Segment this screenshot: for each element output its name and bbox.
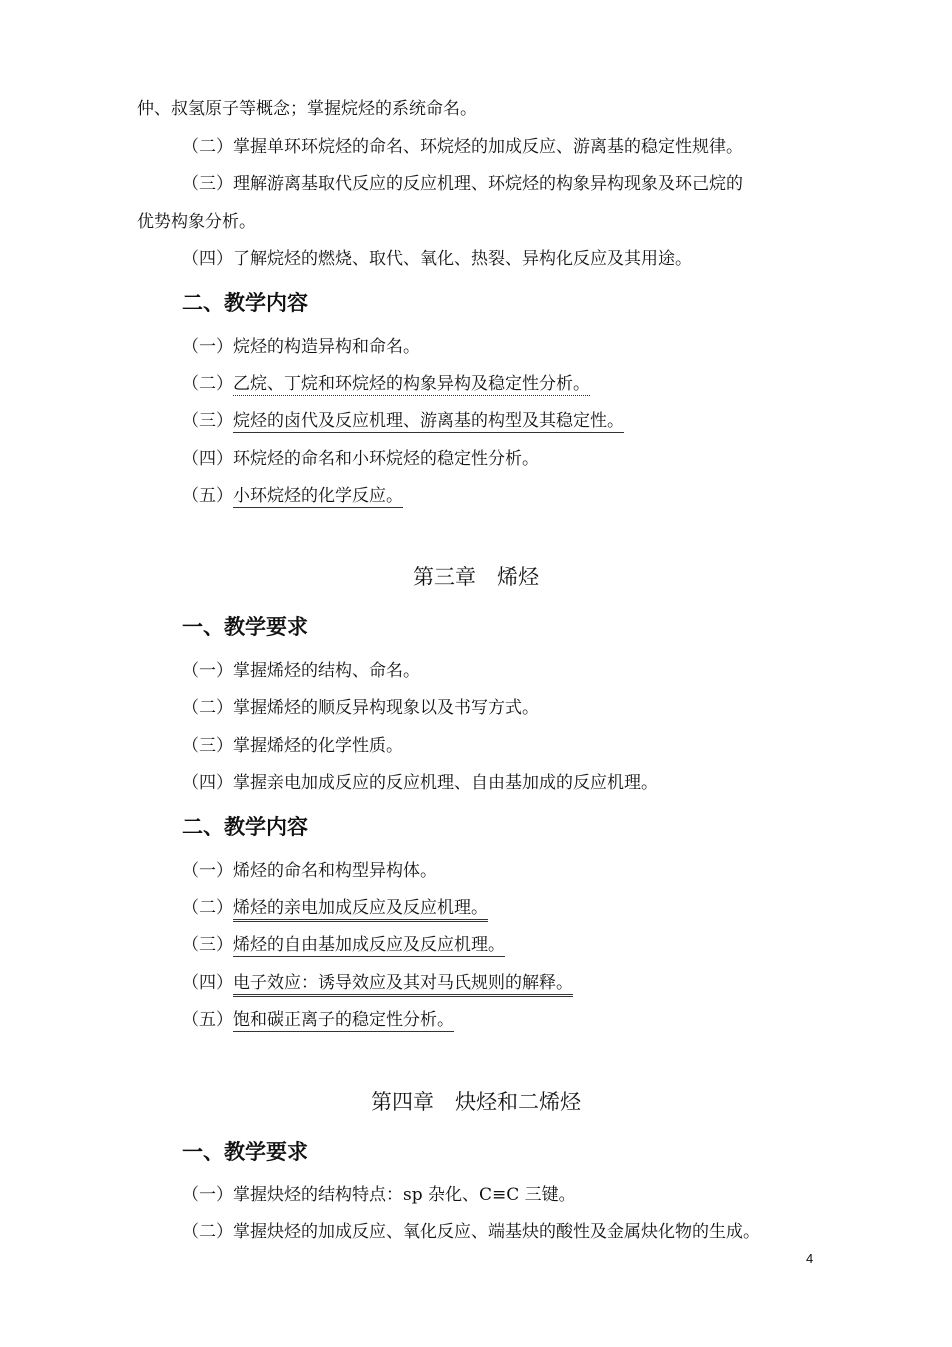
list-item bbox=[182, 373, 590, 395]
item-prefix: （三） bbox=[182, 935, 233, 955]
list-item: （四）环烷烃的命名和小环烷烃的稳定性分析。 bbox=[182, 449, 539, 469]
list-item: （四）掌握亲电加成反应的反应机理、自由基加成的反应机理。 bbox=[182, 773, 658, 793]
section-heading: 二、教学内容 bbox=[182, 291, 308, 315]
list-item: （一）烷烃的构造异构和命名。 bbox=[182, 337, 420, 357]
text-line: （二）掌握单环环烷烃的命名、环烷烃的加成反应、游离基的稳定性规律。 bbox=[182, 137, 743, 157]
underlined-text: 饱和碳正离子的稳定性分析。 bbox=[233, 1010, 454, 1030]
list-item: （二）掌握炔烃的加成反应、氧化反应、端基炔的酸性及金属炔化物的生成。 bbox=[182, 1222, 760, 1242]
list-item: （一）烯烃的命名和构型异构体。 bbox=[182, 861, 437, 881]
text-line: 仲、叔氢原子等概念；掌握烷烃的系统命名。 bbox=[137, 99, 477, 119]
list-item bbox=[182, 972, 573, 994]
underlined-text: 小环烷烃的化学反应。 bbox=[233, 486, 403, 506]
item-prefix: （四） bbox=[182, 973, 233, 993]
section-heading: 一、教学要求 bbox=[182, 615, 308, 639]
item-prefix: （二） bbox=[182, 374, 233, 394]
page-number: 4 bbox=[806, 1251, 814, 1266]
list-item bbox=[182, 934, 505, 956]
list-item: （一）掌握烯烃的结构、命名。 bbox=[182, 661, 420, 681]
text-line: （三）理解游离基取代反应的反应机理、环烷烃的构象异构现象及环己烷的 bbox=[182, 174, 743, 194]
underlined-text: 烷烃的卤代及反应机理、游离基的构型及其稳定性。 bbox=[233, 411, 624, 431]
list-item bbox=[182, 1009, 454, 1031]
text-line: 优势构象分析。 bbox=[137, 212, 256, 232]
underlined-text: 烯烃的亲电加成反应及反应机理。 bbox=[233, 898, 488, 922]
list-item bbox=[182, 410, 624, 432]
item-prefix: （二） bbox=[182, 898, 233, 918]
chapter-title: 第三章 烯烃 bbox=[413, 565, 539, 589]
underlined-text: 乙烷、丁烷和环烷烃的构象异构及稳定性分析。 bbox=[233, 374, 590, 394]
list-item: （二）掌握烯烃的顺反异构现象以及书写方式。 bbox=[182, 698, 539, 718]
item-prefix: （五） bbox=[182, 1010, 233, 1030]
item-prefix: （五） bbox=[182, 486, 233, 506]
section-heading: 二、教学内容 bbox=[182, 815, 308, 839]
section-heading: 一、教学要求 bbox=[182, 1140, 308, 1164]
list-item: （一）掌握炔烃的结构特点：sp 杂化、C≡C 三键。 bbox=[182, 1185, 576, 1205]
underlined-text: 烯烃的自由基加成反应及反应机理。 bbox=[233, 935, 505, 955]
list-item: （三）掌握烯烃的化学性质。 bbox=[182, 736, 403, 756]
item-prefix: （三） bbox=[182, 411, 233, 431]
list-item bbox=[182, 897, 488, 919]
underlined-text: 电子效应：诱导效应及其对马氏规则的解释。 bbox=[233, 973, 573, 997]
chapter-title: 第四章 炔烃和二烯烃 bbox=[371, 1090, 581, 1114]
list-item bbox=[182, 485, 403, 507]
text-line: （四）了解烷烃的燃烧、取代、氧化、热裂、异构化反应及其用途。 bbox=[182, 249, 692, 269]
